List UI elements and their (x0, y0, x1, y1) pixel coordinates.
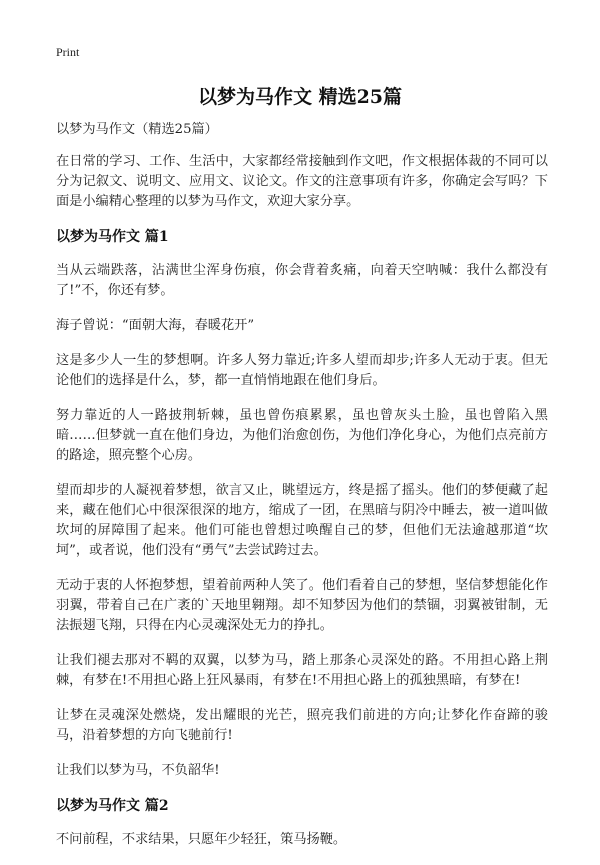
paragraph: 让我们褪去那对不羁的双翼，以梦为马，踏上那条心灵深处的路。不用担心路上荆棘，有梦在!不用担心路上狂风暴雨，有梦在!不用担心路上的孤独黑暗，有梦在! (56, 653, 548, 688)
paragraph: 让我们以梦为马，不负韶华! (56, 763, 220, 778)
paragraph: 望而却步的人凝视着梦想，欲言又止，眺望远方，终是摇了摇头。他们的梦便藏了起来，藏在他们心中很深很深的地方，缩成了一团，在黑暗与阴冷中睡去，被一道叫做坎坷的屏障围了起来。他们可能也曾想过唤醒自己的梦，但他们无法逾越那道“坎坷”，或者说，他们没有“勇气”去尝试跨过去。 (56, 483, 548, 558)
paragraph: 这是多少人一生的梦想啊。许多人努力靠近;许多人望而却步;许多人无动于衷。但无论他们的选择是什么，梦，都一直悄悄地跟在他们身后。 (56, 353, 548, 388)
paragraph: 海子曾说：“面朝大海，春暖花开” (56, 318, 255, 333)
paragraph: 让梦在灵魂深处燃烧，发出耀眼的光芒，照亮我们前进的方向;让梦化作奋蹄的骏马，沿着梦想的方向飞驰前行! (56, 708, 548, 743)
section-heading-1: 以梦为马作文 篇1 (56, 229, 169, 245)
article-body (56, 120, 548, 865)
paragraph: 当从云端跌落，沾满世尘浑身伤痕，你会背着炙痛，向着天空呐喊：我什么都没有了!”不，你还有梦。 (56, 263, 548, 298)
paragraph: 无动于衷的人怀抱梦想，望着前两种人笑了。他们看着自己的梦想，坚信梦想能化作羽翼，带着自己在广袤的`天地里翱翔。却不知梦因为他们的禁锢，羽翼被钳制，无法振翅飞翔，只得在内心灵魂深处无力的挣扎。 (56, 578, 548, 633)
section-heading-2: 以梦为马作文 篇2 (56, 798, 169, 814)
paragraph: 努力靠近的人一路披荆斩棘，虽也曾伤痕累累，虽也曾灰头土脸，虽也曾陷入黑暗……但梦就一直在他们身边，为他们治愈创伤，为他们净化身心，为他们点亮前方的路途，照亮整个心房。 (56, 408, 548, 463)
intro-paragraph: 在日常的学习、工作、生活中，大家都经常接触到作文吧，作文根据体裁的不同可以分为记叙文、说明文、应用文、议论文。作文的注意事项有许多，你确定会写吗？下面是小编精心整理的以梦为马作文，欢迎大家分享。 (56, 154, 548, 209)
print-label: Print (56, 45, 80, 59)
paragraph: 不问前程，不求结果，只愿年少轻狂，策马扬鞭。 (56, 832, 347, 847)
page-title: 以梦为马作文 精选25篇 (197, 86, 403, 108)
intro-subtitle: 以梦为马作文（精选25篇） (56, 122, 218, 137)
